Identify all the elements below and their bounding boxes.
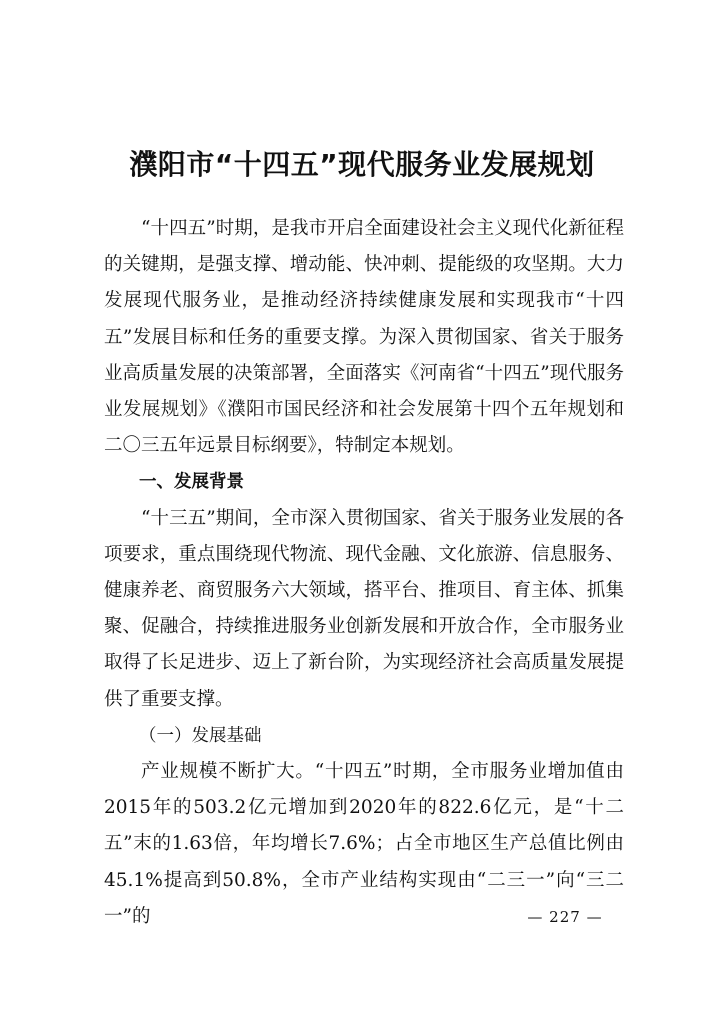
subsection-paragraph: 产业规模不断扩大。“十四五”时期，全市服务业增加值由2015年的503.2亿元增加到2020年的822.6亿元，是“十二五”末的1.63倍，年均增长7.6%；占全市地区生产总值比例由45.1%提高到50.8%，全市产业结构实现由“二三一”向“三二一”的 bbox=[104, 761, 624, 927]
subsection-heading: （一）发展基础 bbox=[139, 725, 262, 746]
page-title: 濮阳市“十四五”现代服务业发展规划 bbox=[129, 148, 595, 181]
page-number: — 227 — bbox=[527, 908, 603, 926]
intro-paragraph: “十四五”时期，是我市开启全面建设社会主义现代化新征程的关键期，是强支撑、增动能、快冲刺、提能级的攻坚期。大力发展现代服务业，是推动经济持续健康发展和实现我市“十四五”发展目标和任务的重要支撑。为深入贯彻国家、省关于服务业高质量发展的决策部署，全面落实《河南省“十四五”现代服务业发展规划》《濮阳市国民经济和社会发展第十四个五年规划和二〇三五年远景目标纲要》，特制定本规划。 bbox=[104, 218, 624, 457]
document-body bbox=[104, 211, 624, 935]
section-paragraph: “十三五”期间，全市深入贯彻国家、省关于服务业发展的各项要求，重点围绕现代物流、现代金融、文化旅游、信息服务、健康养老、商贸服务六大领域，搭平台、推项目、育主体、抓集聚、促融合，持续推进服务业创新发展和开放合作，全市服务业取得了长足进步、迈上了新台阶，为实现经济社会高质量发展提供了重要支撑。 bbox=[104, 507, 624, 710]
section-heading: 一、发展背景 bbox=[139, 472, 244, 493]
